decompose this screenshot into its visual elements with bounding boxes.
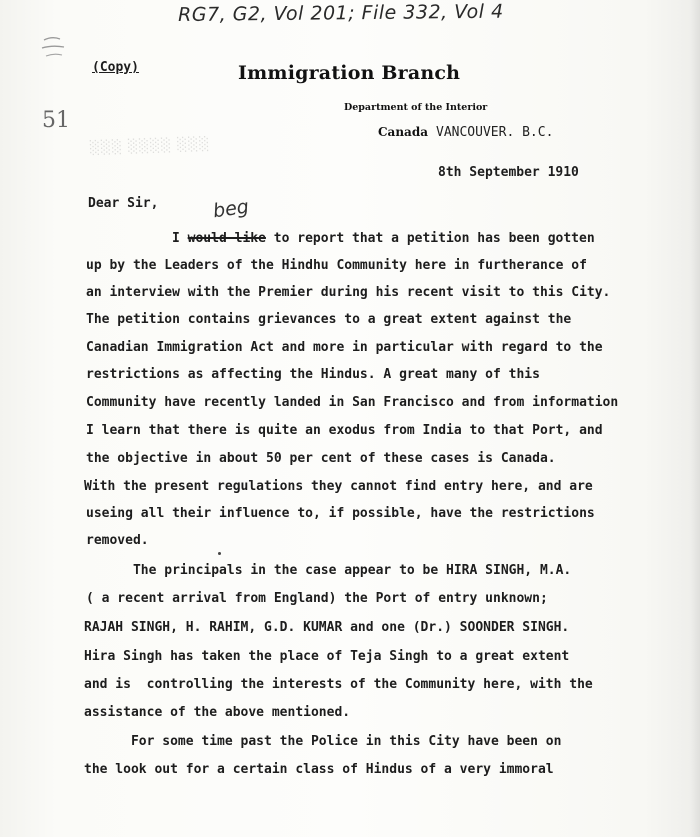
page-edge-shadow [690,0,700,837]
body-line: ( a recent arrival from England) the Port of entry unknown; [86,591,548,606]
body-line: Canadian Immigration Act and more in particular with regard to the [86,340,603,355]
body-line: assistance of the above mentioned. [84,705,351,720]
body-line: For some time past the Police in this City have been on [84,734,562,749]
letterhead-branch: Immigration Branch [238,62,461,84]
copy-mark-text: (Copy) [92,60,139,75]
body-line-first [172,231,595,246]
body-line: The principals in the case appear to be HIRA SINGH, M.A. [86,563,572,578]
body-line: I learn that there is quite an exodus from India to that Port, and [86,423,603,438]
pencil-scribble-mark [38,32,78,62]
body-line: removed. [86,533,149,548]
body-line: an interview with the Premier during his recent visit to this City. [86,285,611,300]
handwritten-file-reference: RG7, G2, Vol 201; File 332, Vol 4 [178,0,504,26]
copy-mark [92,60,139,75]
body-line: up by the Leaders of the Hindhu Community here in furtherance of [86,258,587,273]
body-line: Community have recently landed in San Francisco and from information [86,395,619,410]
body-line: The petition contains grievances to a great extent against the [86,312,572,327]
first-line-prefix: I [172,231,180,246]
letterhead-country: Canada [378,125,428,139]
first-line-rest: to report that a petition has been gotten [273,231,595,246]
handwritten-insertion: beg [211,195,251,223]
body-line: Hira Singh has taken the place of Teja Singh to a great extent [84,649,570,664]
letterhead-city: VANCOUVER. B.C. [436,125,554,140]
handwritten-page-number: 51 [42,108,70,133]
body-line: RAJAH SINGH, H. RAHIM, G.D. KUMAR and one (Dr.) SOONDER SINGH. [84,620,570,635]
body-line: the objective in about 50 per cent of these cases is Canada. [86,451,556,466]
salutation: Dear Sir, [88,196,159,211]
body-line: the look out for a certain class of Hindus of a very immoral [84,762,554,777]
body-line: restrictions as affecting the Hindus. A great many of this [86,367,540,382]
faint-bleed-through-stamp: ░░░ ░░░░ ░░░ [89,136,211,157]
letter-date: 8th September 1910 [438,165,579,180]
ink-speck [218,552,221,555]
letterhead-department: Department of the Interior [344,102,488,113]
struck-text: would like [187,231,266,246]
body-line: With the present regulations they cannot find entry here, and are [84,479,593,494]
body-line: useing all their influence to, if possible, have the restrictions [86,506,595,521]
body-line: and is controlling the interests of the Community here, with the [84,677,593,692]
letterhead-place [378,123,553,141]
